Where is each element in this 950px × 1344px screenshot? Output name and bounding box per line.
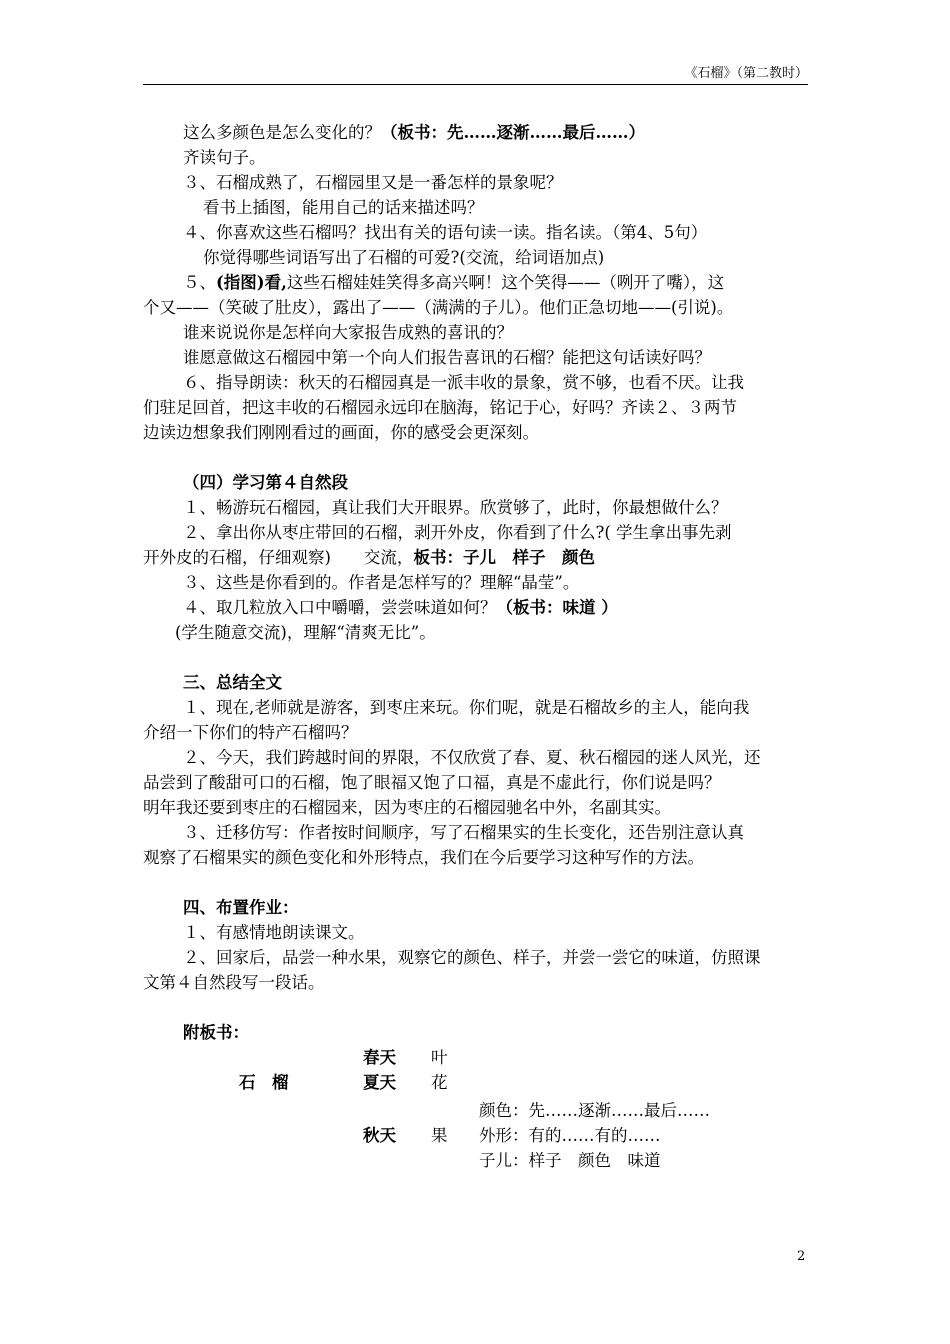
- paragraph-line: 你觉得哪些词语写出了石榴的可爱?(交流，给词语加点): [203, 248, 605, 267]
- board-summer: 夏天: [363, 1073, 396, 1092]
- paragraph-line: [143, 545, 808, 570]
- board-autumn-item: 果: [431, 1126, 448, 1145]
- text: 这些石榴娃娃笑得多高兴啊！这个笑得——（咧开了嘴），这: [286, 273, 725, 292]
- paragraph-line: 谁来说说你是怎样向大家报告成熟的喜讯的？: [183, 323, 513, 342]
- paragraph-line: 们驻足回首，把这丰收的石榴园永远印在脑海，铭记于心，好吗？齐读２、３两节: [143, 398, 737, 417]
- paragraph-line: [163, 270, 808, 295]
- paragraph-line: ２、今天，我们跨越时间的界限，不仅欣赏了春、夏、秋石榴园的迷人风光，还: [183, 748, 761, 767]
- paragraph-line: １、有感情地朗读课文。: [183, 923, 365, 942]
- board-summer-item: 花: [431, 1073, 448, 1092]
- paragraph-line: [163, 120, 808, 145]
- blackboard-summary: [163, 1045, 808, 1185]
- paragraph-line: 谁愿意做这石榴园中第一个向人们报告喜讯的石榴？能把这句话读好吗？: [183, 348, 711, 367]
- section-heading: （四）学习第４自然段: [183, 473, 348, 492]
- board-spring-item: 叶: [431, 1048, 448, 1067]
- document-body: [143, 120, 808, 1185]
- paragraph-line: ２、回家后，品尝一种水果，观察它的颜色、样子，并尝一尝它的味道，仿照课: [183, 948, 761, 967]
- board-seeds: 子儿：样子 颜色 味道: [479, 1151, 661, 1170]
- paragraph-line: ４、你喜欢这些石榴吗？找出有关的语句读一读。指名读。（第4、5句）: [183, 223, 708, 242]
- paragraph-line: 看书上插图，能用自己的话来描述吗？: [203, 198, 484, 217]
- page-number: 2: [797, 1249, 806, 1264]
- board-note: （板书：先……逐渐……最后……）: [381, 123, 645, 142]
- emphasis: (指图)看,: [216, 273, 287, 292]
- paragraph-line: 个又——（笑破了肚皮），露出了——（满满的子儿）。他们正急切地——(引说)。: [143, 298, 734, 317]
- board-shape: 外形：有的……有的……: [479, 1126, 661, 1145]
- paragraph-line: １、现在,老师就是游客，到枣庄来玩。你们呢，就是石榴故乡的主人，能向我: [183, 698, 750, 717]
- paragraph-line: 文第４自然段写一段话。: [143, 973, 325, 992]
- board-note: （板书：味道 ）: [496, 598, 618, 617]
- paragraph-line: ６、指导朗读：秋天的石榴园真是一派丰收的景象，赏不够，也看不厌。让我: [183, 373, 744, 392]
- page-header: [143, 66, 808, 85]
- paragraph-line: ３、这些是你看到的。作者是怎样写的？理解“晶莹”。: [183, 573, 580, 592]
- paragraph-line: ３、迁移仿写：作者按时间顺序，写了石榴果实的生长变化，还告别注意认真: [183, 823, 744, 842]
- paragraph-line: (学生随意交流)，理解“清爽无比”。: [175, 623, 436, 642]
- section-heading: 附板书：: [183, 1023, 249, 1042]
- board-autumn: 秋天: [363, 1126, 396, 1145]
- paragraph-line: ２、拿出你从枣庄带回的石榴，剥开外皮，你看到了什么?( 学生拿出事先剥: [183, 523, 732, 542]
- board-note: 板书：子儿 样子 颜色: [413, 548, 595, 567]
- paragraph-line: ３、石榴成熟了，石榴园里又是一番怎样的景象呢？: [183, 173, 563, 192]
- board-color: 颜色：先……逐渐……最后……: [479, 1101, 710, 1120]
- text: 开外皮的石榴，仔细观察) 交流，: [143, 548, 414, 567]
- section-heading: 三、总结全文: [183, 673, 282, 692]
- paragraph-line: 边读边想象我们刚刚看过的画面，你的感受会更深刻。: [143, 423, 539, 442]
- paragraph-line: 观察了石榴果实的颜色变化和外形特点，我们在今后要学习这种写作的方法。: [143, 848, 704, 867]
- paragraph-line: 齐读句子。: [183, 148, 266, 167]
- section-heading: 四、布置作业：: [183, 898, 299, 917]
- board-spring: 春天: [363, 1048, 396, 1067]
- paragraph-line: １、畅游玩石榴园，真让我们大开眼界。欣赏够了，此时，你最想做什么？: [183, 498, 728, 517]
- paragraph-line: 明年我还要到枣庄的石榴园来，因为枣庄的石榴园驰名中外，名副其实。: [143, 798, 671, 817]
- text: ４、取几粒放入口中嚼嚼，尝尝味道如何？: [183, 598, 497, 617]
- header-title: 《石榴》（第二教时）: [684, 66, 808, 81]
- paragraph-line: 品尝到了酸甜可口的石榴，饱了眼福又饱了口福，真是不虚此行，你们说是吗？: [143, 773, 721, 792]
- text: 这么多颜色是怎么变化的？: [183, 123, 381, 142]
- paragraph-line: 介绍一下你们的特产石榴吗？: [143, 723, 358, 742]
- text: ５、: [183, 273, 216, 292]
- paragraph-line: [163, 595, 808, 620]
- board-subject: 石 榴: [239, 1073, 289, 1092]
